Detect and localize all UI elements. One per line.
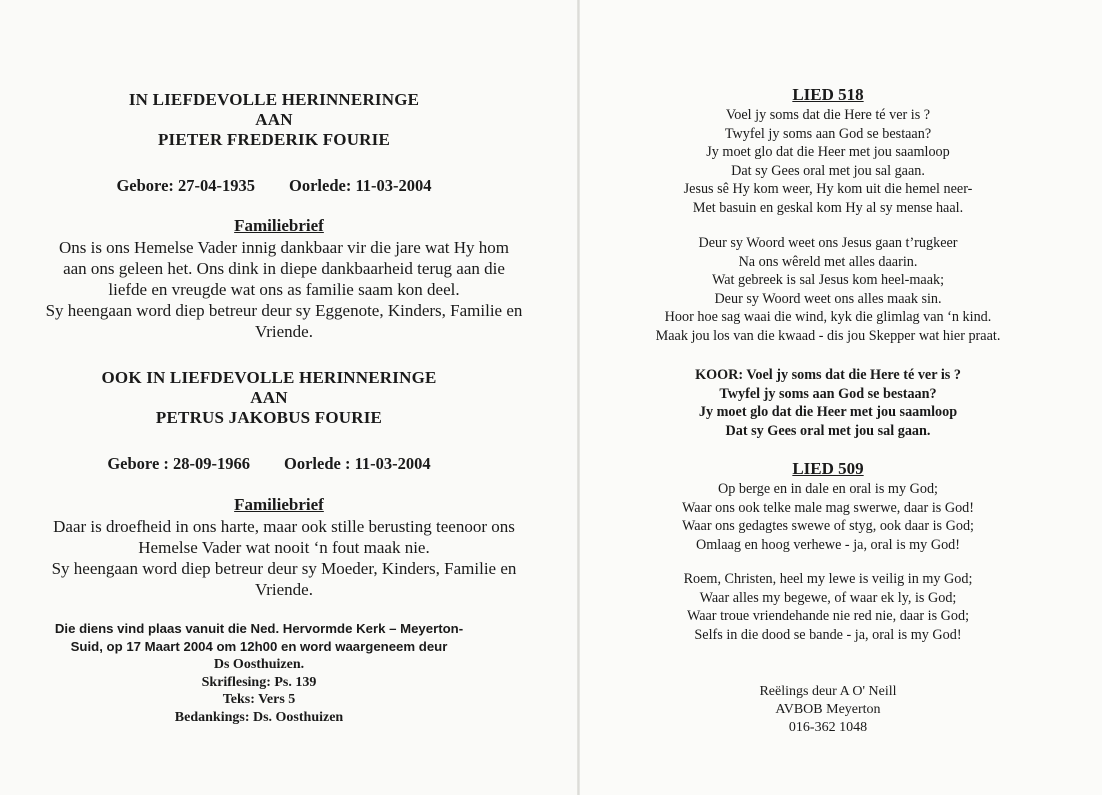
memorial2-letter-title: Familiebrief bbox=[234, 495, 324, 514]
memorial1-letter-line: aan ons geleen het. Ons dink in diepe dankbaarheid terug aan die bbox=[63, 259, 505, 278]
memorial2-letter-line: Sy heengaan word diep betreur deur sy Moeder, Kinders, Familie en bbox=[51, 559, 517, 578]
credits-phone: 016-362 1048 bbox=[788, 720, 868, 735]
lied1-koor bbox=[554, 366, 1102, 440]
memorial1-line1: IN LIEFDEVOLLE HERINNERINGE bbox=[128, 90, 420, 109]
memorial2-letter-line: Hemelse Vader wat nooit ‘n fout maak nie. bbox=[138, 538, 430, 557]
lied1-verse2 bbox=[554, 234, 1102, 345]
lied1-verse2-line: Deur sy Woord weet ons alles maak sin. bbox=[714, 290, 942, 307]
lied1-title: LIED 518 bbox=[792, 85, 864, 104]
memorial1-line2: AAN bbox=[255, 110, 293, 129]
lied1-verse1 bbox=[554, 106, 1102, 217]
koor-line: Twyfel jy soms aan God se bestaan? bbox=[719, 385, 937, 402]
memorial1-letter-line: Ons is ons Hemelse Vader innig dankbaar vir die jare wat Hy hom bbox=[58, 238, 510, 257]
lied1-verse1-line: Voel jy soms dat die Here té ver is ? bbox=[725, 107, 931, 123]
lied2-verse1-line: Omlaag en hoog verhewe - ja, oral is my God! bbox=[696, 536, 960, 553]
lied2-verse2-line: Roem, Christen, heel my lewe is veilig in my God; bbox=[683, 571, 973, 587]
service-info bbox=[0, 620, 578, 655]
memorial1-name: PIETER FREDERIK FOURIE bbox=[157, 130, 391, 149]
memorial2-line1: OOK IN LIEFDEVOLLE HERINNERINGE bbox=[101, 368, 437, 387]
memorial2-name: PETRUS JAKOBUS FOURIE bbox=[155, 408, 383, 427]
memorial1-letter-line: Vriende. bbox=[255, 322, 313, 341]
memorial2-died: Oorlede : 11-03-2004 bbox=[284, 454, 431, 473]
lied1-verse1-line: Jy moet glo dat die Heer met jou saamloop bbox=[706, 144, 950, 160]
credits-line1: Reëlings deur A O' Neill bbox=[759, 684, 897, 699]
service-text: Teks: Vers 5 bbox=[222, 692, 296, 707]
memorial1-letter bbox=[0, 237, 578, 342]
lied2-verse1 bbox=[554, 480, 1102, 554]
lied1-verse1-line: Dat sy Gees oral met jou sal gaan. bbox=[731, 162, 925, 179]
memorial2-header bbox=[0, 368, 578, 428]
memorial2-letter bbox=[0, 516, 578, 600]
right-page bbox=[580, 0, 1102, 795]
memorial2-dates bbox=[0, 454, 578, 474]
memorial1-born: Gebore: 27-04-1935 bbox=[116, 176, 256, 195]
service-line: Suid, op 17 Maart 2004 om 12h00 en word waargeneem deur bbox=[70, 638, 448, 654]
memorial1-letter-title: Familiebrief bbox=[234, 216, 324, 235]
lied2-verse2-line: Selfs in die dood se bande - ja, oral is my God! bbox=[694, 626, 962, 643]
memorial1-died: Oorlede: 11-03-2004 bbox=[289, 176, 432, 195]
memorial1-letter-line: Sy heengaan word diep betreur deur sy Eggenote, Kinders, Familie en bbox=[45, 301, 523, 320]
service-line: Die diens vind plaas vanuit die Ned. Hervormde Kerk – Meyerton- bbox=[54, 621, 464, 636]
lied1-verse2-line: Na ons wêreld met alles daarin. bbox=[738, 253, 918, 270]
service-reading: Skriflesing: Ps. 139 bbox=[201, 674, 317, 690]
memorial1-header bbox=[0, 90, 578, 150]
memorial2-letter-line: Vriende. bbox=[255, 580, 313, 599]
lied1-verse2-line: Wat gebreek is sal Jesus kom heel-maak; bbox=[711, 272, 945, 288]
memorial1-dates bbox=[0, 176, 578, 196]
lied1-verse2-line: Deur sy Woord weet ons Jesus gaan t’rugkeer bbox=[698, 235, 958, 251]
lied2-verse1-line: Waar ons ook telke male mag swerwe, daar is God! bbox=[682, 499, 974, 516]
memorial2-letter-line: Daar is droefheid in ons harte, maar ook stille berusting teenoor ons bbox=[53, 517, 515, 536]
koor-line: KOOR: Voel jy soms dat die Here té ver is ? bbox=[695, 367, 961, 383]
lied1-verse1-line: Jesus sê Hy kom weer, Hy kom uit die hemel neer- bbox=[683, 181, 973, 197]
koor-line: Dat sy Gees oral met jou sal gaan. bbox=[725, 422, 931, 439]
credits-line2: AVBOB Meyerton bbox=[775, 702, 881, 717]
lied1-verse2-line: Hoor hoe sag waai die wind, kyk die glimlag van ‘n kind. bbox=[664, 309, 992, 325]
lied2-verse2-line: Waar alles my begewe, of waar ek ly, is God; bbox=[699, 589, 957, 606]
memorial1-letter-line: liefde en vreugde wat ons as familie saam kon deel. bbox=[108, 280, 460, 299]
lied1-verse1-line: Met basuin en geskal kom Hy al sy mense haal. bbox=[692, 199, 964, 216]
lied2-verse2 bbox=[554, 570, 1102, 644]
service-minister: Ds Oosthuizen. bbox=[213, 657, 305, 672]
service-details bbox=[0, 656, 578, 726]
lied2-title: LIED 509 bbox=[792, 459, 864, 478]
lied2-verse1-line: Waar ons gedagtes swewe of styg, ook daar is God; bbox=[682, 518, 974, 534]
service-thanks: Bedankings: Ds. Oosthuizen bbox=[174, 709, 344, 725]
lied2-verse2-line: Waar troue vriendehande nie red nie, daar is God; bbox=[686, 608, 970, 624]
lied1-verse2-line: Maak jou los van die kwaad - dis jou Skepper wat hier praat. bbox=[655, 327, 1001, 344]
koor-line: Jy moet glo dat die Heer met jou saamloop bbox=[698, 404, 958, 420]
memorial2-line2: AAN bbox=[250, 388, 288, 407]
credits bbox=[554, 683, 1102, 737]
lied1-verse1-line: Twyfel jy soms aan God se bestaan? bbox=[724, 125, 932, 142]
lied2-verse1-line: Op berge en in dale en oral is my God; bbox=[718, 481, 938, 497]
memorial2-born: Gebore : 28-09-1966 bbox=[107, 454, 251, 473]
